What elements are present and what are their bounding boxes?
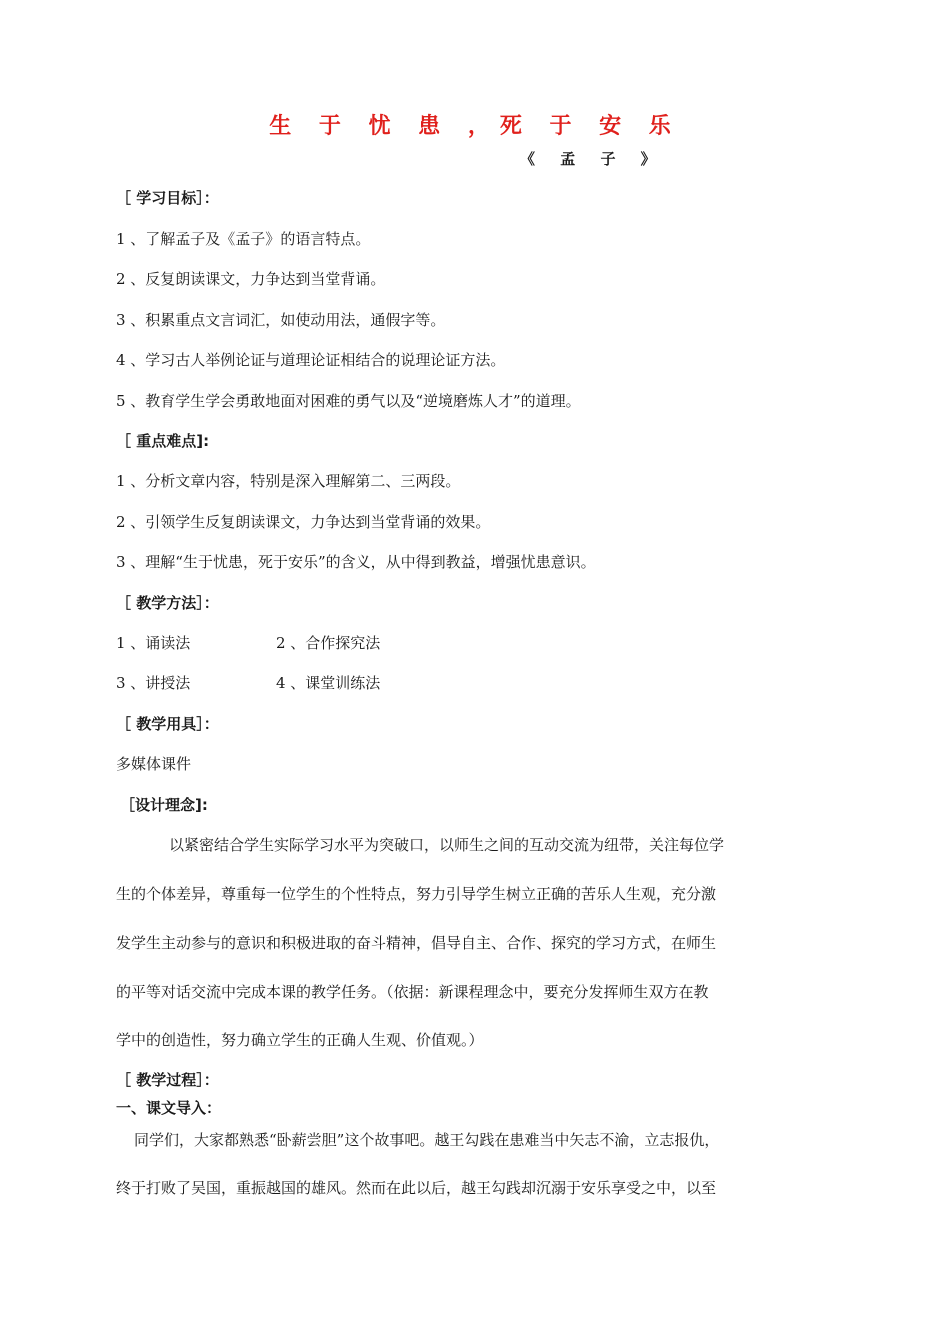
- objective-item: 3 、积累重点文言词汇，如使动用法，通假字等。: [116, 311, 446, 329]
- tools-text: 多媒体课件: [116, 755, 192, 773]
- key-point-item: 2 、引领学生反复朗读课文，力争达到当堂背诵的效果。: [116, 513, 491, 531]
- method-item: 2 、合作探究法: [276, 634, 381, 652]
- process-paragraph-line: 同学们，大家都熟悉“卧薪尝胆”这个故事吧。越王勾践在患难当中矢志不渝，立志报仇，: [134, 1131, 720, 1149]
- objective-item: 1 、了解孟子及《孟子》的语言特点。: [116, 230, 371, 248]
- design-paragraph-line: 的平等对话交流中完成本课的教学任务。（依据：新课程理念中，要充分发挥师生双方在教: [116, 983, 709, 1001]
- method-item: 1 、诵读法: [116, 634, 191, 652]
- key-points-heading: ［ 重点难点]:: [116, 432, 210, 450]
- method-item: 4 、课堂训练法: [276, 674, 381, 692]
- design-paragraph-line: 生的个体差异，尊重每一位学生的个性特点，努力引导学生树立正确的苦乐人生观，充分激: [116, 885, 717, 903]
- design-paragraph-line: 发学生主动参与的意识和积极进取的奋斗精神，倡导自主、合作、探究的学习方式，在师生: [116, 934, 717, 952]
- design-heading: ［设计理念]:: [120, 796, 208, 814]
- process-subheading: 一、课文导入：: [116, 1099, 222, 1117]
- objective-item: 4 、学习古人举例论证与道理论证相结合的说理论证方法。: [116, 351, 506, 369]
- design-paragraph-line: 学中的创造性，努力确立学生的正确人生观、价值观。）: [116, 1031, 484, 1049]
- process-paragraph-line: 终于打败了吴国，重振越国的雄风。然而在此以后，越王勾践却沉溺于安乐享受之中，以至: [116, 1179, 717, 1197]
- design-paragraph-line: 以紧密结合学生实际学习水平为突破口，以师生之间的互动交流为纽带，关注每位学: [169, 836, 725, 854]
- objective-item: 2 、反复朗读课文，力争达到当堂背诵。: [116, 270, 386, 288]
- key-point-item: 3 、理解“生于忧患，死于安乐”的含义，从中得到教益，增强忧患意识。: [116, 553, 596, 571]
- tools-heading: ［ 教学用具］：: [116, 715, 219, 733]
- process-heading: ［ 教学过程］：: [116, 1071, 219, 1089]
- methods-heading: ［ 教学方法］：: [116, 594, 219, 612]
- method-item: 3 、讲授法: [116, 674, 191, 692]
- objectives-heading: ［ 学习目标］：: [116, 189, 219, 207]
- document-author: 《 孟 子 》: [520, 150, 666, 168]
- key-point-item: 1 、分析文章内容，特别是深入理解第二、三两段。: [116, 472, 461, 490]
- document-title: 生 于 忧 患 ，死 于 安 乐: [269, 114, 681, 139]
- objective-item: 5 、教育学生学会勇敢地面对困难的勇气以及“逆境磨炼人才”的道理。: [116, 392, 581, 410]
